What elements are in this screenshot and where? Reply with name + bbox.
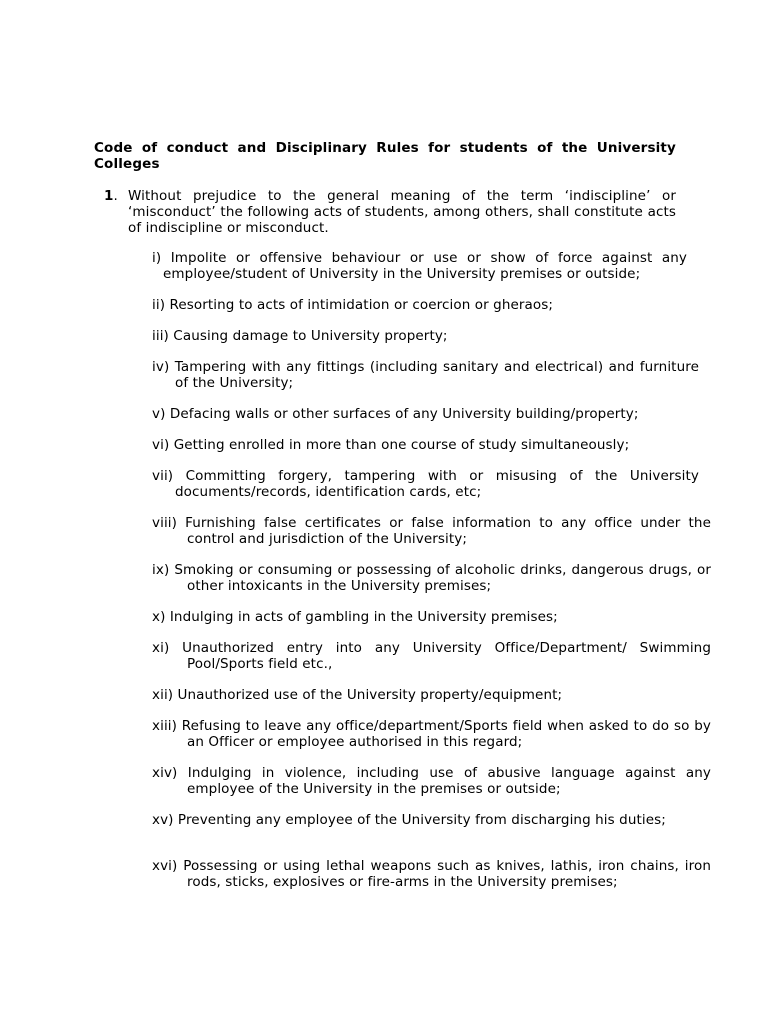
- list-item: xvi) Possessing or using lethal weapons such as knives, lathis, iron chains, iron rods, sticks, explosives or fire-arms in the University premises;: [152, 858, 711, 890]
- point-text: Without prejudice to the general meaning of the term ‘indiscipline’ or ‘misconduct’ the following acts of students, among others, shall constitute acts of indiscipline or misconduct.: [128, 188, 676, 236]
- list-item: xv) Preventing any employee of the University from discharging his duties;: [152, 812, 666, 828]
- document-page: [94, 140, 676, 236]
- list-item: xi) Unauthorized entry into any University Office/Department/ Swimming Pool/Sports field etc.,: [152, 640, 711, 672]
- list-item: xiv) Indulging in violence, including use of abusive language against any employee of the University in the premises or outside;: [152, 765, 711, 797]
- list-item: v) Defacing walls or other surfaces of any University building/property;: [152, 406, 639, 422]
- list-item: vi) Getting enrolled in more than one course of study simultaneously;: [152, 437, 630, 453]
- list-item: iii) Causing damage to University property;: [152, 328, 448, 344]
- list-item: ix) Smoking or consuming or possessing of alcoholic drinks, dangerous drugs, or other intoxicants in the University premises;: [152, 562, 711, 594]
- list-item: vii) Committing forgery, tampering with or misusing of the University documents/records, identification cards, etc;: [152, 468, 699, 500]
- list-item: xii) Unauthorized use of the University property/equipment;: [152, 687, 563, 703]
- list-item: ii) Resorting to acts of intimidation or coercion or gheraos;: [152, 297, 554, 313]
- list-item: i) Impolite or offensive behaviour or use or show of force against any employee/student of University in the University premises or outside;: [152, 250, 687, 282]
- point-number: 1.: [104, 188, 118, 204]
- rule-point-1: [94, 188, 676, 236]
- list-item: iv) Tampering with any fittings (including sanitary and electrical) and furniture of the University;: [152, 359, 699, 391]
- list-item: x) Indulging in acts of gambling in the University premises;: [152, 609, 558, 625]
- document-title: Code of conduct and Disciplinary Rules for students of the University Colleges: [94, 140, 676, 172]
- list-item: xiii) Refusing to leave any office/department/Sports field when asked to do so by an Officer or employee authorised in this regard;: [152, 718, 711, 750]
- list-item: viii) Furnishing false certificates or false information to any office under the control and jurisdiction of the University;: [152, 515, 711, 547]
